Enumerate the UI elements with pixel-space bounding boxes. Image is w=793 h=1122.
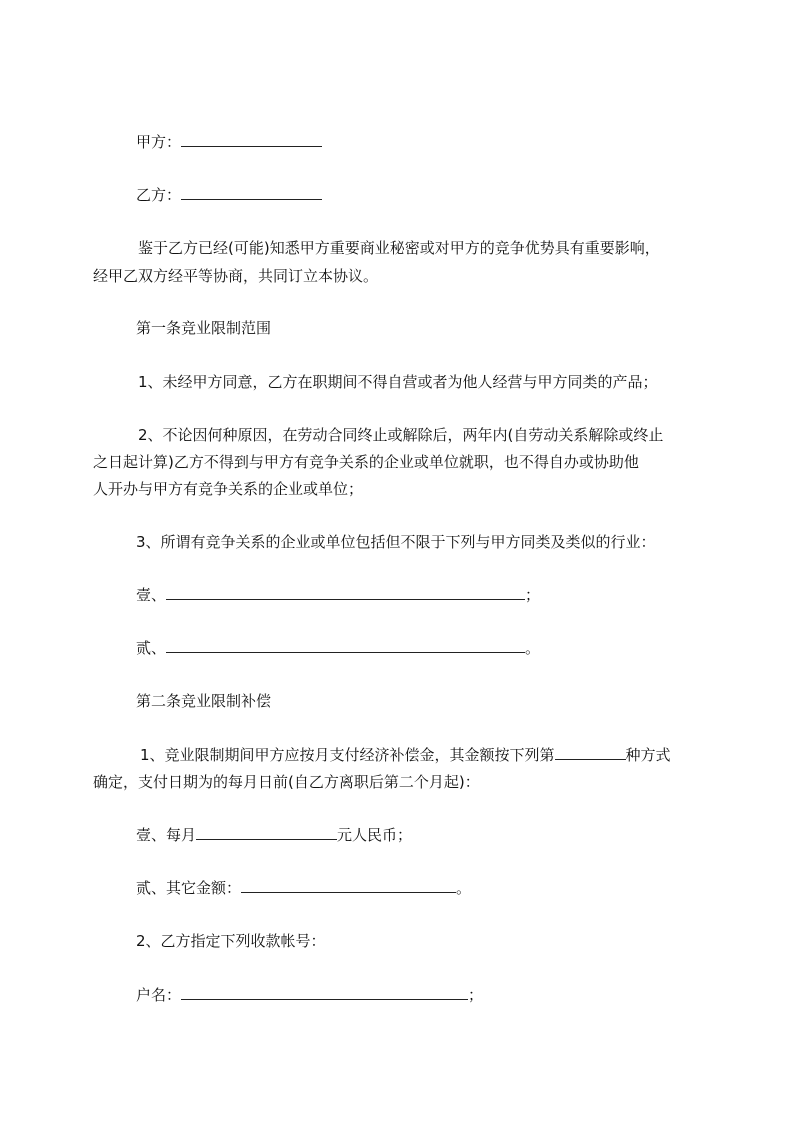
article1-clause2-line3: 人开办与甲方有竞争关系的企业或单位； <box>93 480 364 498</box>
article2-clause1-text-b: 种方式 <box>625 746 671 764</box>
article2-option2 <box>136 878 471 898</box>
article1-clause1: 1、未经甲方同意，乙方在职期间不得自营或者为他人经营与甲方同类的产品； <box>138 373 658 391</box>
article1-title: 第一条竞业限制范围 <box>136 319 272 337</box>
option1-prefix: 壹、每月 <box>136 826 197 844</box>
article2-title: 第二条竞业限制补偿 <box>136 692 272 710</box>
option1-suffix: 元人民币； <box>337 826 413 844</box>
option2-prefix: 贰、其它金额： <box>136 879 242 897</box>
party-b-blank[interactable] <box>181 185 322 200</box>
article1-item1 <box>136 585 540 605</box>
party-b-line <box>136 185 322 205</box>
monthly-amount-blank[interactable] <box>196 825 337 840</box>
article1-clause2-line1: 2、不论因何种原因，在劳动合同终止或解除后，两年内(自劳动关系解除或终止 <box>138 426 664 444</box>
compensation-method-blank[interactable] <box>555 745 626 760</box>
item2-suffix: 。 <box>525 639 541 657</box>
article2-clause2: 2、乙方指定下列收款帐号： <box>136 932 326 950</box>
item2-prefix: 贰、 <box>136 639 167 657</box>
item1-blank[interactable] <box>166 585 525 600</box>
article2-clause1-line1 <box>140 745 671 765</box>
item1-suffix: ； <box>525 586 541 604</box>
article1-clause3: 3、所谓有竞争关系的企业或单位包括但不限于下列与甲方同类及类似的行业： <box>136 533 656 551</box>
item1-prefix: 壹、 <box>136 586 167 604</box>
party-b-label: 乙方： <box>136 186 182 204</box>
article2-option1 <box>136 825 412 845</box>
party-a-blank[interactable] <box>181 132 322 147</box>
other-amount-blank[interactable] <box>241 878 456 893</box>
account-name-blank[interactable] <box>181 985 468 1000</box>
party-a-label: 甲方： <box>136 133 182 151</box>
article1-clause2-line2: 之日起计算)乙方不得到与甲方有竞争关系的企业或单位就职，也不得自办或协助他 <box>93 453 639 471</box>
item2-blank[interactable] <box>166 638 525 653</box>
article2-clause1-text-a: 1、竞业限制期间甲方应按月支付经济补偿金，其金额按下列第 <box>140 746 555 764</box>
option2-suffix: 。 <box>456 879 472 897</box>
account-name-suffix: ； <box>468 986 484 1004</box>
account-name-line <box>136 985 483 1005</box>
preamble-line-2: 经甲乙双方经平等协商，共同订立本协议。 <box>93 267 379 285</box>
article1-item2 <box>136 638 540 658</box>
account-name-prefix: 户名： <box>136 986 182 1004</box>
preamble-line-1: 鉴于乙方已经(可能)知悉甲方重要商业秘密或对甲方的竞争优势具有重要影响， <box>138 239 660 257</box>
article2-clause1-line2: 确定，支付日期为的每月日前(自乙方离职后第二个月起)： <box>93 773 480 791</box>
party-a-line <box>136 132 322 152</box>
